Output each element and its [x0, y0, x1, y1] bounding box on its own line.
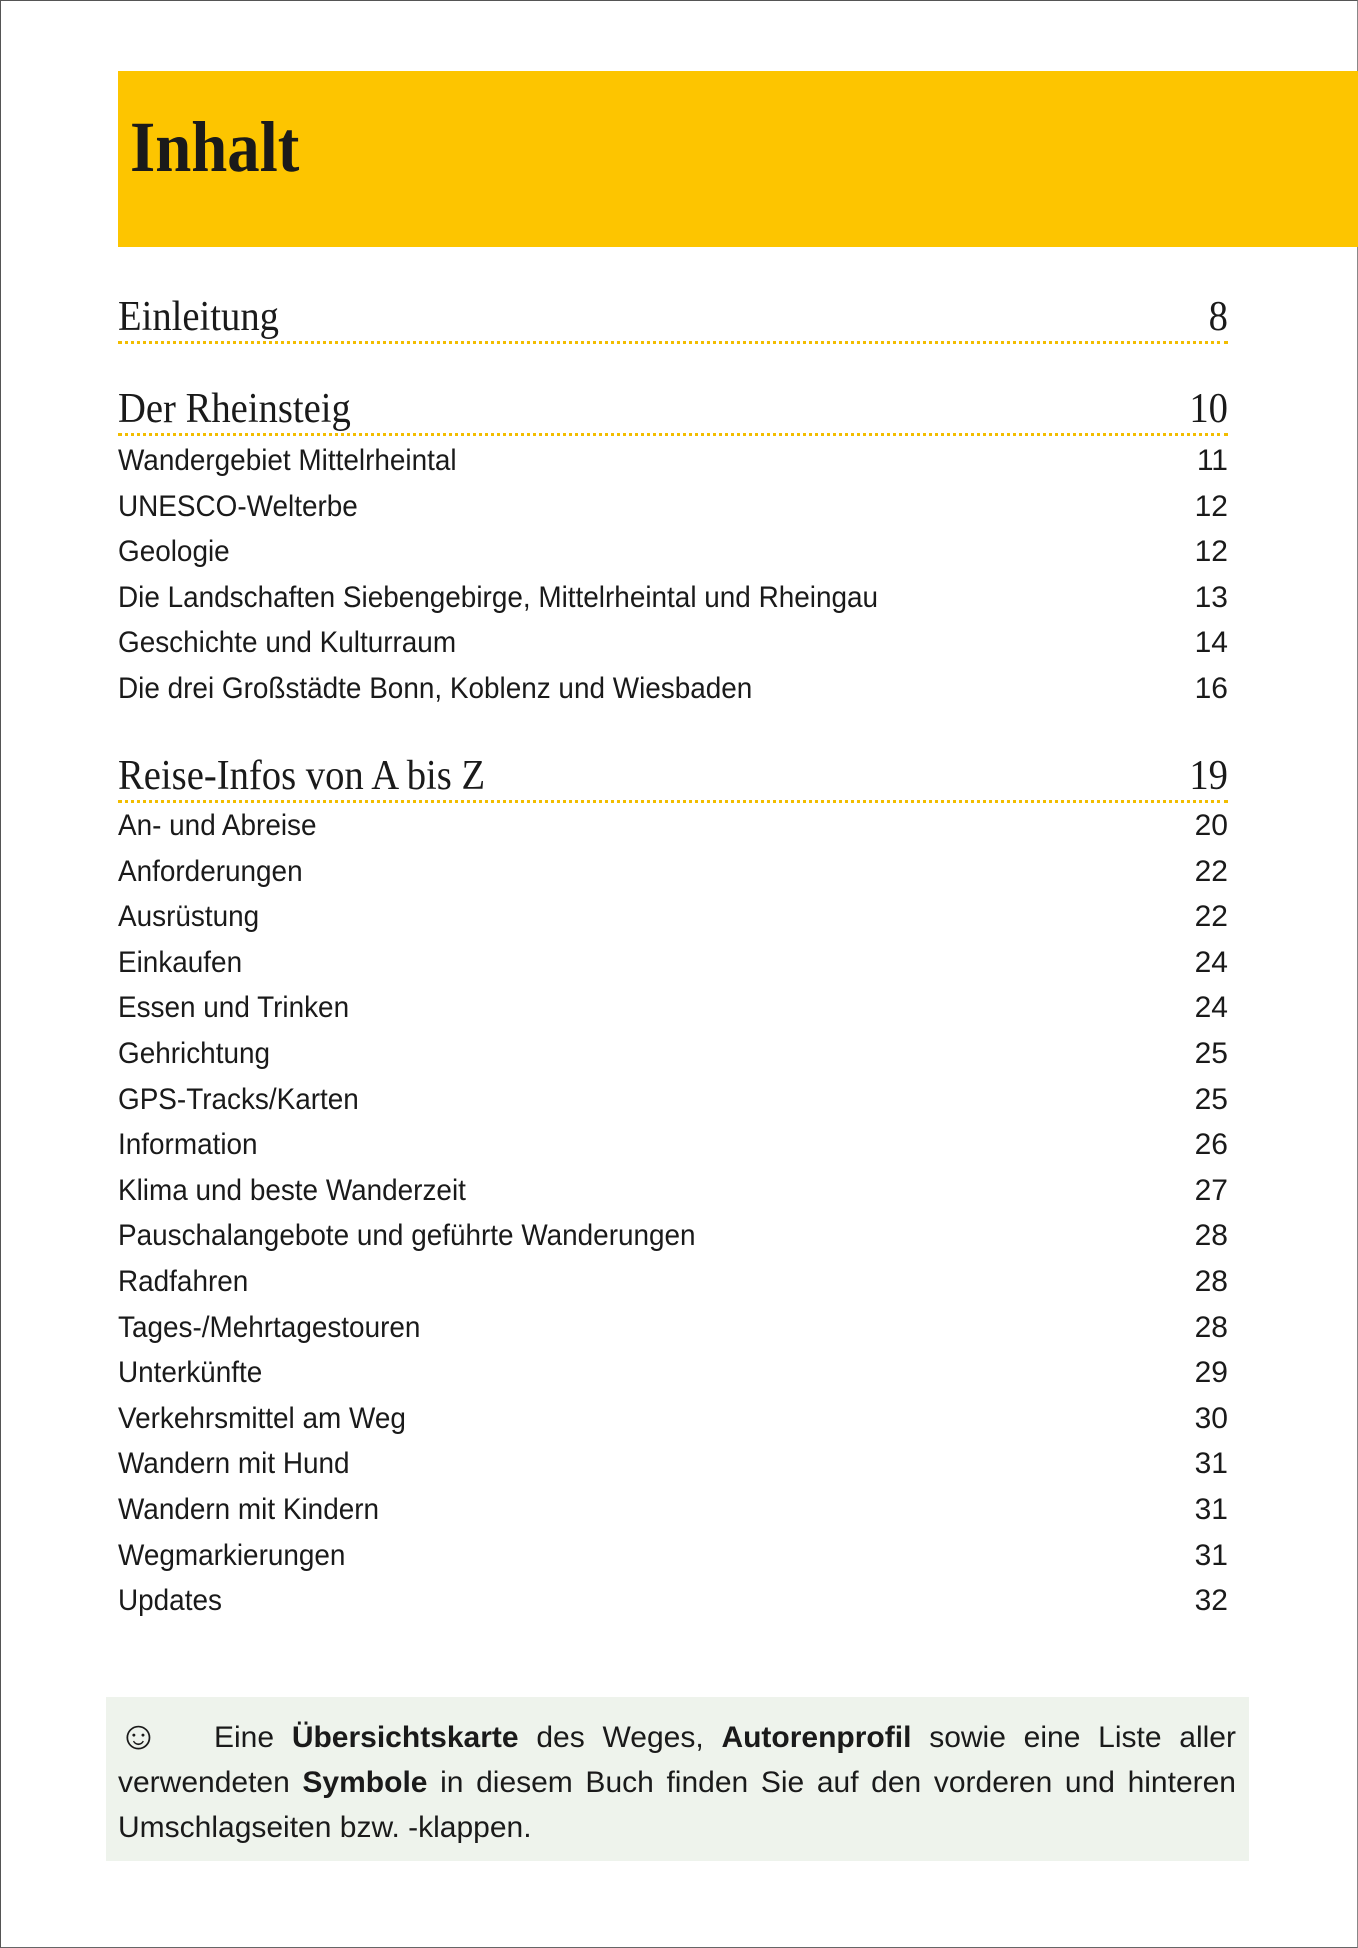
toc-entry-label: Unterkünfte — [118, 1356, 263, 1390]
toc-entry-label: An- und Abreise — [118, 809, 317, 842]
heading-label: Einleitung — [118, 294, 279, 340]
toc-entry-label: Wegmarkierungen — [118, 1538, 346, 1572]
toc-entry-page: 13 — [1194, 580, 1228, 614]
toc-entry[interactable] — [118, 1305, 1228, 1351]
info-note-text: ☺ Eine Übersichtskarte des Weges, Autorenprofil sowie eine Liste aller verwendeten Symbole in diesem Buch finden Sie auf den vorderen und hinteren Umschlagseiten bzw. -klappen. — [118, 1714, 1236, 1844]
toc-entry-label: Wandern mit Hund — [118, 1447, 350, 1481]
toc-entry-page: 24 — [1194, 945, 1228, 979]
page-title: Inhalt — [130, 107, 300, 187]
toc-entry-label: Updates — [118, 1584, 222, 1618]
toc-entry[interactable] — [118, 1031, 1228, 1077]
toc-entry-label: Radfahren — [118, 1264, 249, 1298]
toc-entry-label: Die Landschaften Siebengebirge, Mittelrheintal und Rheingau — [118, 580, 879, 614]
toc-entry-label: Wandergebiet Mittelrheintal — [118, 444, 457, 477]
toc-entry[interactable] — [118, 1441, 1228, 1487]
toc-entry-page: 14 — [1194, 626, 1228, 660]
heading-label: Reise-Infos von A bis Z — [118, 753, 486, 799]
toc-entry[interactable] — [118, 666, 1228, 712]
toc-entry-page: 30 — [1194, 1401, 1228, 1435]
toc-entry-page: 25 — [1194, 1036, 1228, 1070]
toc-entry[interactable] — [118, 484, 1228, 530]
toc-entry-label: Verkehrsmittel am Weg — [118, 1401, 406, 1435]
toc-entry-page: 12 — [1194, 489, 1228, 523]
toc-entry-label: Pauschalangebote und geführte Wanderungen — [118, 1219, 696, 1253]
toc-entry-page: 12 — [1194, 535, 1228, 569]
toc-entry-label: Einkaufen — [118, 945, 243, 979]
toc-entry-page: 27 — [1194, 1173, 1228, 1207]
toc-entry-page: 28 — [1194, 1310, 1228, 1344]
toc-entry-label: Wandern mit Kindern — [118, 1492, 380, 1526]
toc-entry-page: 25 — [1194, 1082, 1228, 1116]
toc-entry-page: 31 — [1194, 1538, 1228, 1572]
heading-page: 19 — [1189, 753, 1228, 799]
toc-entry[interactable] — [118, 1350, 1228, 1396]
heading-page: 8 — [1208, 294, 1228, 340]
toc-entry-label: Ausrüstung — [118, 900, 260, 934]
title-band — [118, 71, 1358, 247]
toc-entry-label: Geologie — [118, 535, 230, 569]
toc-entry[interactable] — [118, 1259, 1228, 1305]
toc-entry-label: UNESCO-Welterbe — [118, 489, 358, 523]
toc-entry[interactable] — [118, 620, 1228, 666]
smiley-icon: ☺ — [118, 1714, 159, 1758]
toc-entry-page: 31 — [1194, 1447, 1228, 1481]
heading-label: Der Rheinsteig — [118, 386, 351, 432]
toc-entry[interactable] — [118, 803, 1228, 849]
toc-entry-page: 28 — [1194, 1219, 1228, 1253]
toc-entry[interactable] — [118, 1077, 1228, 1123]
toc-entry-page: 28 — [1194, 1264, 1228, 1298]
toc-entry[interactable] — [118, 985, 1228, 1031]
toc-entry-page: 20 — [1194, 809, 1228, 842]
toc-entry-label: Klima und beste Wanderzeit — [118, 1173, 466, 1207]
toc-entry[interactable] — [118, 575, 1228, 621]
toc-entry-label: Anforderungen — [118, 854, 303, 888]
toc-entry-label: Essen und Trinken — [118, 991, 350, 1025]
toc-entry[interactable] — [118, 1578, 1228, 1624]
toc-entry-page: 24 — [1194, 991, 1228, 1025]
toc-entry-label: Die drei Großstädte Bonn, Koblenz und Wiesbaden — [118, 671, 753, 705]
toc-entry-page: 16 — [1194, 671, 1228, 705]
toc-entry[interactable] — [118, 940, 1228, 986]
toc-entry-page: 29 — [1194, 1356, 1228, 1390]
toc-entry[interactable] — [118, 894, 1228, 940]
toc-entry-label: GPS-Tracks/Karten — [118, 1082, 359, 1116]
toc-entry[interactable] — [118, 1213, 1228, 1259]
toc-heading-einleitung[interactable] — [118, 293, 1228, 344]
toc-entry-page: 26 — [1194, 1128, 1228, 1162]
toc-entry[interactable] — [118, 438, 1228, 484]
toc-entry-label: Gehrichtung — [118, 1036, 270, 1070]
toc-entry-label: Information — [118, 1128, 258, 1162]
toc-entry-page: 11 — [1196, 444, 1228, 477]
toc-entry-page: 22 — [1194, 854, 1228, 888]
toc-entry[interactable] — [118, 1533, 1228, 1579]
toc-entry[interactable] — [118, 1487, 1228, 1533]
info-note-box — [106, 1697, 1249, 1861]
toc-entry[interactable] — [118, 849, 1228, 895]
toc-entry[interactable] — [118, 529, 1228, 575]
toc-list-reise-infos — [118, 803, 1228, 1624]
toc-entry-page: 22 — [1194, 900, 1228, 934]
toc-list-rheinsteig — [118, 438, 1228, 712]
toc-entry[interactable] — [118, 1168, 1228, 1214]
toc-entry[interactable] — [118, 1122, 1228, 1168]
toc-entry-page: 32 — [1194, 1584, 1228, 1618]
toc-entry[interactable] — [118, 1396, 1228, 1442]
toc-entry-label: Tages-/Mehrtagestouren — [118, 1310, 421, 1344]
toc-heading-rheinsteig[interactable] — [118, 385, 1228, 436]
toc-heading-reise-infos[interactable] — [118, 752, 1228, 803]
toc-entry-page: 31 — [1194, 1492, 1228, 1526]
heading-page: 10 — [1189, 386, 1228, 432]
toc-entry-label: Geschichte und Kulturraum — [118, 626, 457, 660]
